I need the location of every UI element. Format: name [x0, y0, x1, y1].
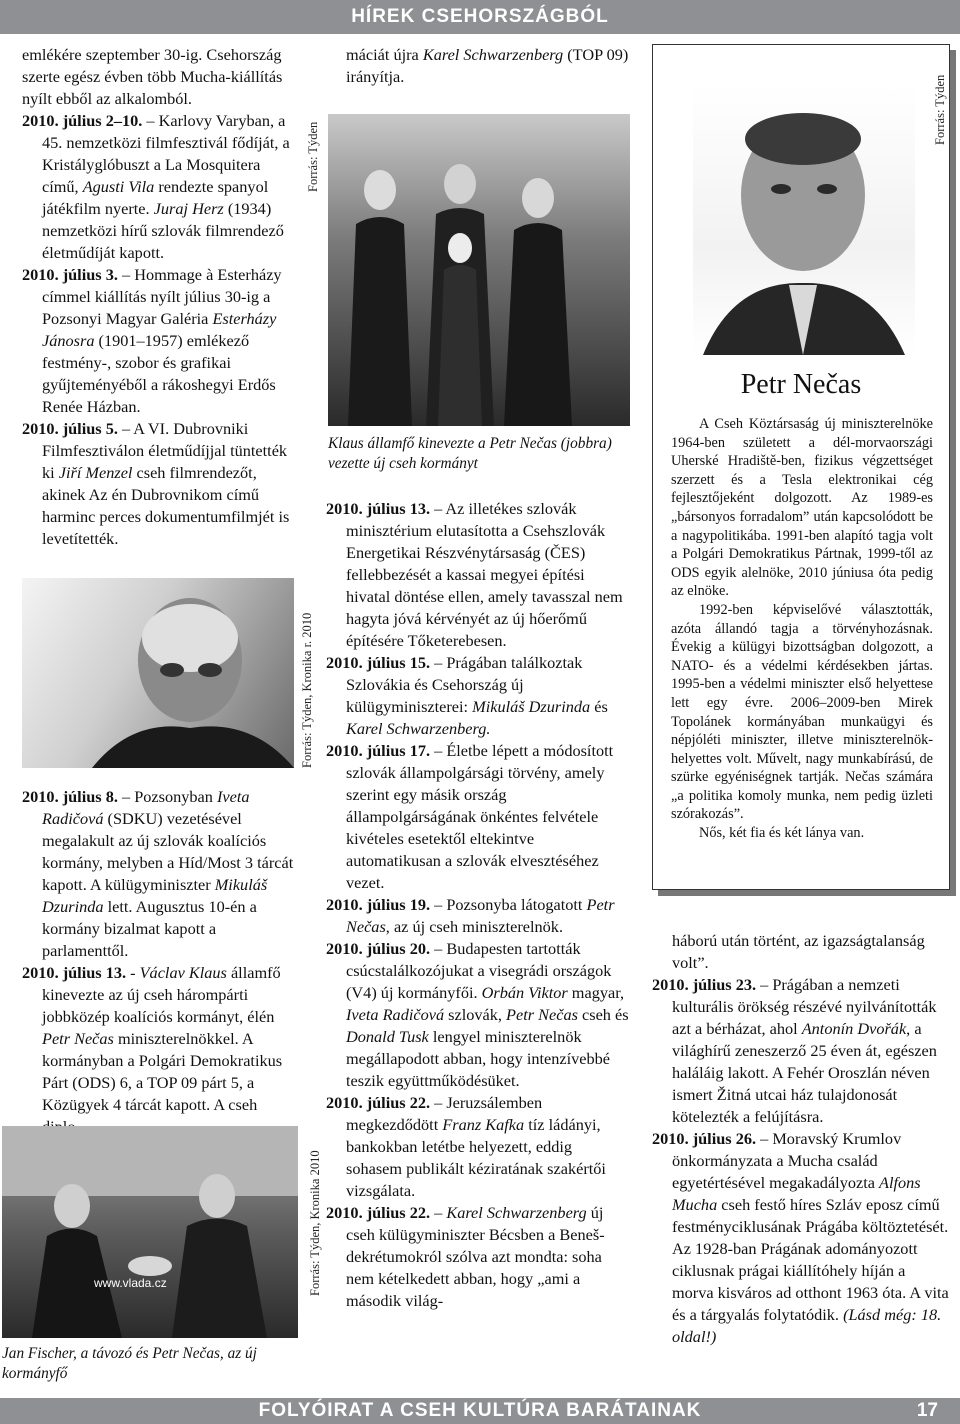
page-number: 17 [916, 1400, 938, 1421]
paragraph: 2010. július 23. – Prágában a nemzeti kulturális örökség részévé nyilvánították azt a bérházat, ahol Antonín Dvořák, a világhírű zeneszerző 25 éven át, egészen haláláig lakott. A Fehér Oroszlán néven ismert Žitná utcai ház tulajdonosát kötelezték a felújításra. [652, 975, 937, 1126]
profile-text [671, 415, 933, 843]
government-photo-drawing [328, 114, 630, 426]
photo-credit: Forrás: Týden, Kronika 2010 [308, 1150, 322, 1296]
profile-box [652, 44, 950, 890]
paragraph: 2010. július 15. – Prágában találkoztak Szlovákia és Csehország új külügyminiszterei: Mikuláš Dzurinda és Karel Schwarzenberg. [326, 653, 608, 738]
column-1-bottom [22, 786, 300, 1138]
paragraph: máciát újra Karel Schwarzenberg (TOP 09) irányítja. [346, 45, 629, 86]
paragraph: 2010. július 2–10. – Karlovy Varyban, a 45. nemzetközi filmfesztivál fődíját, a Kristályglóbuszt a La Mosquitera című, Agusti Vila rendezte spanyol játékfilm nyerte. Juraj Herz (1934) nemzetközi hírű szlovák filmrendező életműdíját kapott. [22, 111, 290, 262]
paragraph: 2010. július 13. - Václav Klaus államfő kinevezte az új cseh hárompárti jobbközép koalíciós kormányt, élén Petr Nečas miniszterelnökkel. A kormányban a Polgári Demokratikus Párt (ODS) 6, a TOP 09 párt 5, a Közügyek 4 tárcát kapott. A cseh [22, 963, 283, 1114]
paragraph: 2010. július 3. – Hommage à Esterházy címmel kiállítás nyílt július 30-ig a Pozsonyi Magyar Galéria Esterházy Jánosra (1901–1957) emlékező festmény-, szobor és grafikai gyűjteményéből a rákoshegyi Erdős Renée Házban. [22, 265, 282, 416]
column-1-top [22, 44, 300, 550]
paragraph: 2010. július 5. – A VI. Dubrovniki Filmfesztiválon életműdíjjal tüntették ki Jiří Menzel cseh filmrendezőt, akinek Az én Dubrovnikom című harminc perces dokumentumfilmjét is levetítették. [22, 419, 290, 548]
handshake-photo-drawing [2, 1126, 298, 1338]
paragraph: háború után történt, az igazságtalanság volt”. [672, 931, 925, 972]
paragraph: 2010. július 22. – Jeruzsálemben megkezdődött Franz Kafka tíz ládányi, bankokban letétbe helyezett, eddig sohasem publikált kéziratának szakértői vizsgálata. [326, 1093, 606, 1200]
paragraph: 2010. július 19. – Pozsonyba látogatott Petr Nečas, az új cseh miniszterelnök. [326, 895, 615, 936]
photo-credit: Forrás: Týden, Kronika r. 2010 [300, 612, 314, 768]
column-2-top [326, 44, 632, 88]
paragraph: 2010. július 22. – Karel Schwarzenberg új cseh külügyminiszter Bécsben a Beneš-dekrétumokról szólva azt mondta: soha nem kételkedett abban, hogy „ami a második világ- [326, 1203, 605, 1310]
portrait-photo-drawing [693, 85, 915, 355]
page-footer [0, 1398, 960, 1424]
section-title: HÍREK CSEHORSZÁGBÓL [351, 6, 609, 27]
paragraph: 2010. július 20. – Budapesten tartották csúcstalálkozójukat a visegrádi országok (V4) új kormányfői. Orbán Viktor magyar, Iveta Radičová szlovák, Petr Nečas cseh és Donald Tusk lengyel miniszterelnök megállapodott abban, hogy intenzívebbé teszik együttműködésüket. [326, 939, 629, 1090]
profile-name: Petr Nečas [740, 369, 862, 400]
paragraph: 2010. július 17. – Életbe lépett a módosított szlovák állampolgársági törvény, amely szerint egy másik ország állampolgárságának önkéntes felvétele kivételes esetektől eltekintve automatikusan a szlovák elvesztéséhez vezet. [326, 741, 614, 892]
photo-caption: Jan Fischer, a távozó és Petr Nečas, az új kormányfő [2, 1345, 257, 1382]
paragraph: emlékére szeptember 30-ig. Csehország szerte egész évben több Mucha-kiállítás nyílt ebből az alkalomból. [22, 45, 283, 108]
paragraph: 2010. július 8. – Pozsonyban Iveta Radičová (SDKU) vezetésével megalakult az új szlovák koalíciós kormány, melyben a Híd/Most 3 tárcát kapott. A külügyminiszter Mikuláš Dzurinda lett. Augusztus 10-én a kormány bizalmat kapott a parlamenttől. [22, 787, 294, 960]
portrait-photo-drawing [22, 578, 294, 768]
photo-watermark: www.vlada.cz [94, 1276, 167, 1290]
photo-credit: Forrás: Týden [306, 121, 320, 192]
paragraph: 2010. július 26. – Moravský Krumlov önkormányzata a Mucha család egyetértésével megakadályozta Alfons Mucha cseh festő híres Szláv eposz című festményciklusának Prágába költöztetését. Az 1928-ban Prágának adományozott ciklusnak prágai kiállítóhely híján a morva kisváros ad otthont 1963 óta. A vita és a tárgyalás folytatódik. (Lásd még: 18. oldal!) [652, 1129, 949, 1346]
paragraph: Nős, két fia és két lánya van. [699, 825, 865, 842]
handshake-photo [2, 1126, 298, 1338]
government-photo [328, 114, 630, 426]
paragraph: A Cseh Köztársaság új miniszterelnöke 1964-ben született a dél-morvaországi Uherské Hradiště-ben, fizikus végzettséget szerzett és a Tesla elektronikai cég fejlesztőjeként dolgozott. Az 1989-es „bársonyos forradalom” után kapcsolódott be a nagypolitikába. 1991-ben alapító tagja volt a Polgári Demokratikus Pártnak, 1999-től az ODS egyik alelnöke, 2010 júniusa óta pedig az elnöke. [671, 416, 933, 600]
portrait-photo-necas [693, 85, 915, 355]
column-3 [652, 930, 950, 1348]
paragraph: 2010. július 13. – Az illetékes szlovák minisztérium elutasította a Csehszlovák Energetikai Részvénytársaság (ČES) fellebbezését a kassai megyei építési hivatal döntése ellen, amely tavasszal nem hagyta jóvá kérvényét az új hőerőmű építésére Tőketerebesen. [326, 499, 623, 650]
column-2-bottom [326, 498, 632, 1312]
paragraph: 1992-ben képviselővé választották, azóta állandó tagja a törvényhozásnak. Évekig a külügyi bizottságban dolgozott, a NATO- és a védelmi kérdésekben jártas. 1995-ben a védelmi miniszter első helyettese lett egy évre. 2006–2009-ben Mirek Topolánek kormányában munkaügyi és népjóléti miniszter, illetve miniszterelnök-helyettes volt. Művelt, nagy munkabírású, de szürke egyéniségnek tartják. Nečas számára „a politika komoly munka, nem pedig üzleti szórakozás”. [671, 601, 933, 823]
photo-credit: Forrás: Týden [933, 74, 947, 145]
section-header [0, 0, 960, 34]
footer-title: FOLYÓIRAT A CSEH KULTÚRA BARÁTAINAK [258, 1400, 702, 1421]
portrait-photo-menzel [22, 578, 294, 768]
photo-caption: Klaus államfő kinevezte a Petr Nečas (jobbra) vezette új cseh kormányt [328, 435, 612, 472]
